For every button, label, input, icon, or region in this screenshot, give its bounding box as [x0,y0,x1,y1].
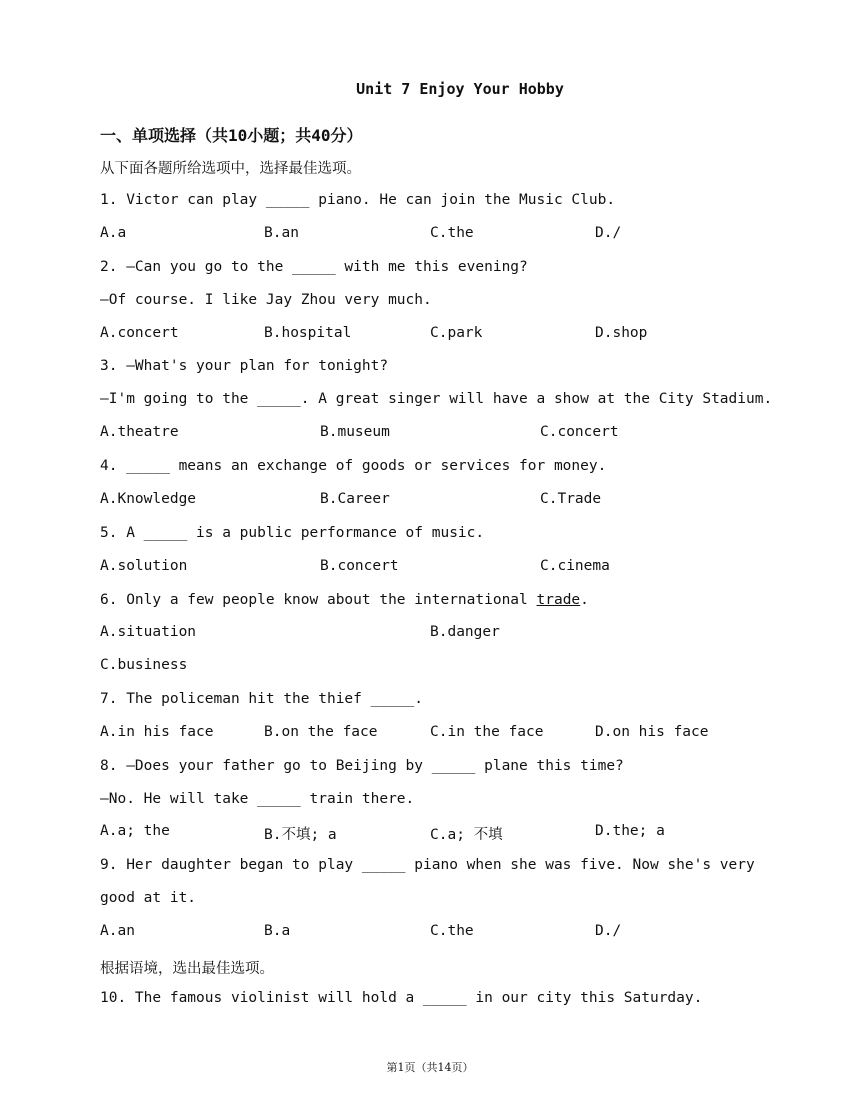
q8-option-c: C.a; 不填 [430,827,503,843]
question-6-stem [100,592,589,608]
section-heading: 一、单项选择（共10小题；共40分） [100,126,363,145]
q1-option-a: A.a [100,225,127,241]
q8-option-d: D.the; a [595,823,665,839]
q2-option-b: B.hospital [264,325,352,341]
q6-option-b: B.danger [430,624,500,640]
q4-option-a: A.Knowledge [100,491,197,507]
question-8-stem-2: —No. He will take _____ train there. [100,791,415,807]
q3-option-b: B.museum [320,424,390,440]
instruction: 从下面各题所给选项中，选择最佳选项。 [100,161,361,177]
q3-option-a: A.theatre [100,424,179,440]
q5-option-c: C.cinema [540,558,610,574]
question-10-stem: 10. The famous violinist will hold a _____ in our city this Saturday. [100,990,703,1006]
q6-stem-text: 6. Only a few people know about the international [100,592,537,608]
q7-option-c: C.in the face [430,724,544,740]
question-9-stem-2: good at it. [100,890,197,906]
q6-option-c: C.business [100,657,188,673]
q1-option-c: C.the [430,225,474,241]
q8-option-a: A.a; the [100,823,170,839]
q5-option-a: A.solution [100,558,188,574]
q8-option-b: B.不填; a [264,827,337,843]
question-2-stem-2: —Of course. I like Jay Zhou very much. [100,292,432,308]
q9-option-c: C.the [430,923,474,939]
q2-option-c: C.park [430,325,483,341]
question-7-stem: 7. The policeman hit the thief _____. [100,691,424,707]
q1-option-d: D./ [595,225,622,241]
q7-option-a: A.in his face [100,724,214,740]
q9-option-d: D./ [595,923,622,939]
q3-option-c: C.concert [540,424,619,440]
q9-option-a: A.an [100,923,135,939]
page-footer: 第1页（共14页） [386,1061,474,1074]
q5-option-b: B.concert [320,558,399,574]
question-3-stem-2: —I'm going to the _____. A great singer will have a show at the City Stadium. [100,391,773,407]
q4-option-b: B.Career [320,491,390,507]
q6-option-a: A.situation [100,624,197,640]
q4-option-c: C.Trade [540,491,602,507]
q6-stem-end: . [580,592,589,608]
page-title: Unit 7 Enjoy Your Hobby [356,80,564,98]
q6-underlined-word: trade [536,592,581,608]
question-8-stem: 8. —Does your father go to Beijing by _____ plane this time? [100,758,624,774]
question-2-stem: 2. —Can you go to the _____ with me this evening? [100,259,528,275]
question-9-stem: 9. Her daughter began to play _____ piano when she was five. Now she's very [100,857,755,873]
q7-option-b: B.on the face [264,724,378,740]
question-4-stem: 4. _____ means an exchange of goods or services for money. [100,458,607,474]
q7-option-d: D.on his face [595,724,709,740]
instruction-2: 根据语境，选出最佳选项。 [100,961,274,977]
question-1-stem: 1. Victor can play _____ piano. He can join the Music Club. [100,192,616,208]
question-3-stem: 3. —What's your plan for tonight? [100,358,389,374]
q2-option-a: A.concert [100,325,179,341]
q2-option-d: D.shop [595,325,648,341]
q1-option-b: B.an [264,225,299,241]
question-5-stem: 5. A _____ is a public performance of music. [100,525,485,541]
q9-option-b: B.a [264,923,291,939]
